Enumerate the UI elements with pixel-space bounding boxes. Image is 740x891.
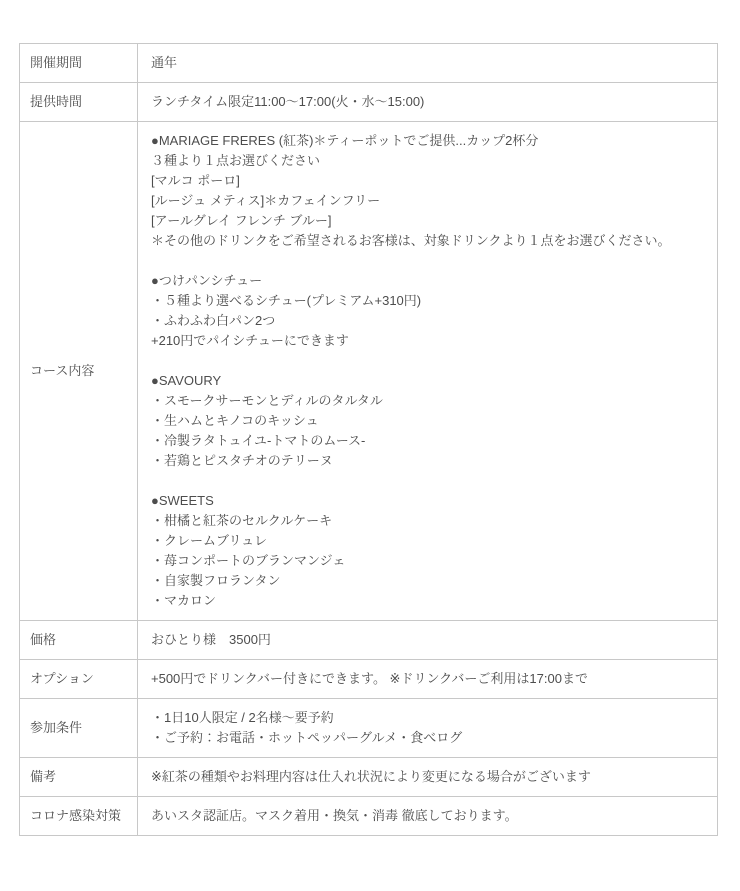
row-label: 備考	[20, 758, 138, 797]
table-row-conditions	[20, 699, 718, 758]
text-line: +210円でパイシチューにできます	[151, 333, 349, 348]
row-label: 開催期間	[20, 44, 138, 83]
text-line: ・冷製ラタトュイユ-トマトのムース-	[151, 433, 366, 448]
text-line: ＊その他のドリンクをご希望されるお客様は、対象ドリンクより１点をお選びください。	[151, 233, 671, 248]
text-line: 通年	[151, 55, 178, 70]
course-section-sweets	[151, 491, 704, 611]
text-line: ●SAVOURY	[151, 373, 222, 388]
row-value	[138, 699, 718, 758]
text-line: [マルコ ポーロ]	[151, 173, 240, 188]
row-label: 提供時間	[20, 83, 138, 122]
row-label: コース内容	[20, 122, 138, 621]
table-row-course-content	[20, 122, 718, 621]
text-line: ・苺コンポートのブランマンジェ	[151, 553, 346, 568]
row-value	[138, 758, 718, 797]
row-value	[138, 660, 718, 699]
text-line: ●つけパンシチュー	[151, 273, 263, 288]
row-label: 参加条件	[20, 699, 138, 758]
text-line: ●MARIAGE FRERES (紅茶)＊ティーポットでご提供...カップ2杯分	[151, 133, 539, 148]
table-row-covid-measures	[20, 797, 718, 836]
text-line: おひとり様 3500円	[151, 632, 271, 647]
text-line: ・ご予約：お電話・ホットペッパーグルメ・食べログ	[151, 730, 463, 745]
text-line: [アールグレイ フレンチ ブルー]	[151, 213, 332, 228]
table-row-period	[20, 44, 718, 83]
text-line: ・生ハムとキノコのキッシュ	[151, 413, 319, 428]
table-row-hours	[20, 83, 718, 122]
row-value	[138, 797, 718, 836]
text-line: ランチタイム限定11:00〜17:00(火・水〜15:00)	[151, 94, 425, 109]
text-line: ・若鶏とピスタチオのテリーヌ	[151, 453, 333, 468]
text-line: あいスタ認証店。マスク着用・換気・消毒 徹底しております。	[151, 808, 518, 823]
text-line: ・５種より選べるシチュー(プレミアム+310円)	[151, 293, 422, 308]
table-row-option	[20, 660, 718, 699]
info-table	[19, 43, 718, 836]
course-section-savoury	[151, 371, 704, 471]
text-line: ・1日10人限定 / 2名様〜要予約	[151, 710, 334, 725]
table-row-price	[20, 621, 718, 660]
text-line: ・スモークサーモンとディルのタルタル	[151, 393, 383, 408]
text-line: ・クレームブリュレ	[151, 533, 268, 548]
text-line: ・柑橘と紅茶のセルクルケーキ	[151, 513, 333, 528]
row-value	[138, 621, 718, 660]
course-section-tea	[151, 131, 704, 251]
text-line: ●SWEETS	[151, 493, 214, 508]
text-line: +500円でドリンクバー付きにできます。 ※ドリンクバーご利用は17:00まで	[151, 671, 588, 686]
text-line: ・ふわふわ白パン2つ	[151, 313, 276, 328]
row-value	[138, 83, 718, 122]
text-line: ３種より１点お選びください	[151, 153, 321, 168]
row-value	[138, 122, 718, 621]
row-label: 価格	[20, 621, 138, 660]
row-label: オプション	[20, 660, 138, 699]
text-line: ※紅茶の種類やお料理内容は仕入れ状況により変更になる場合がございます	[151, 769, 591, 784]
row-value	[138, 44, 718, 83]
row-label: コロナ感染対策	[20, 797, 138, 836]
text-line: ・自家製フロランタン	[151, 573, 281, 588]
text-line: [ルージュ メティス]＊カフェインフリー	[151, 193, 381, 208]
plan-detail-table	[19, 43, 718, 836]
text-line: ・マカロン	[151, 593, 217, 608]
course-section-stew	[151, 271, 704, 351]
table-row-remarks	[20, 758, 718, 797]
